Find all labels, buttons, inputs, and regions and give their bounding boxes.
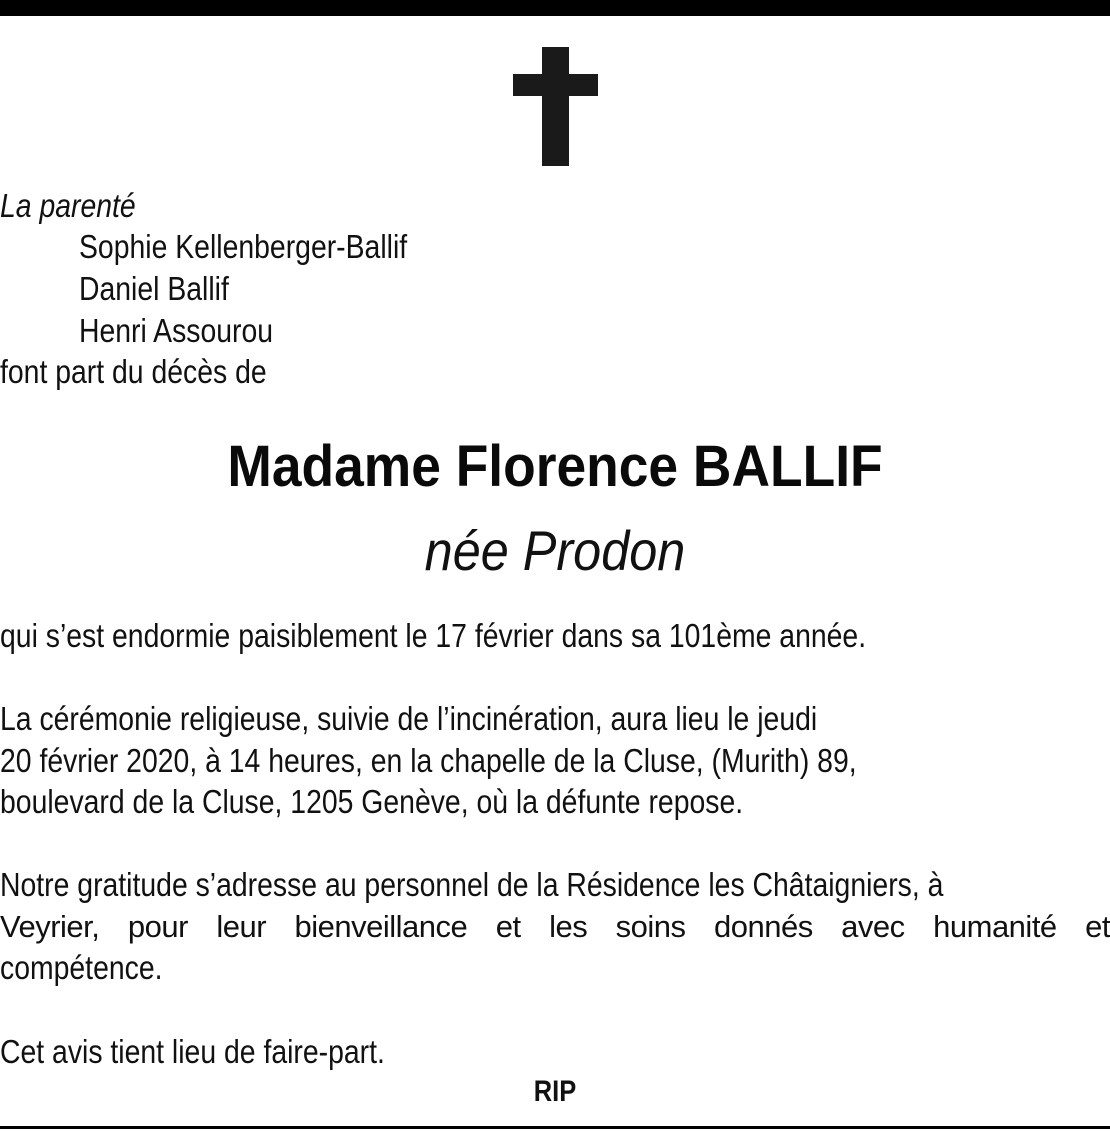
family-member-2: Daniel Ballif (79, 270, 229, 307)
cross-vertical-bar (542, 47, 569, 166)
death-line: qui s’est endormie paisiblement le 17 février dans sa 101ème année. (0, 617, 867, 654)
ceremony-line-3: boulevard de la Cluse, 1205 Genève, où la défunte repose. (0, 783, 744, 820)
cross-horizontal-bar (513, 74, 598, 96)
gratitude-line-1: Notre gratitude s’adresse au personnel de la Résidence les Châtaigniers, à (0, 866, 944, 903)
family-member-3: Henri Assourou (79, 312, 274, 349)
ceremony-line-1: La cérémonie religieuse, suivie de l’incinération, aura lieu le jeudi (0, 700, 818, 737)
intro-label: La parenté (0, 187, 136, 224)
gratitude-line-3: compétence. (0, 949, 163, 986)
cross-icon (513, 47, 598, 166)
rip-label: RIP (533, 1075, 577, 1108)
bottom-border-rule (0, 1126, 1110, 1129)
announce-line: font part du décès de (0, 353, 267, 390)
top-border-rule (0, 0, 1110, 16)
ceremony-line-2: 20 février 2020, à 14 heures, en la chapelle de la Cluse, (Murith) 89, (0, 742, 857, 779)
maiden-name: née Prodon (424, 519, 686, 582)
notice-line: Cet avis tient lieu de faire-part. (0, 1033, 385, 1070)
family-member-1: Sophie Kellenberger-Ballif (79, 228, 408, 265)
deceased-name: Madame Florence BALLIF (227, 434, 883, 499)
gratitude-line-2: Veyrier, pour leur bienveillance et les soins donnés avec humanité et (0, 909, 1110, 944)
